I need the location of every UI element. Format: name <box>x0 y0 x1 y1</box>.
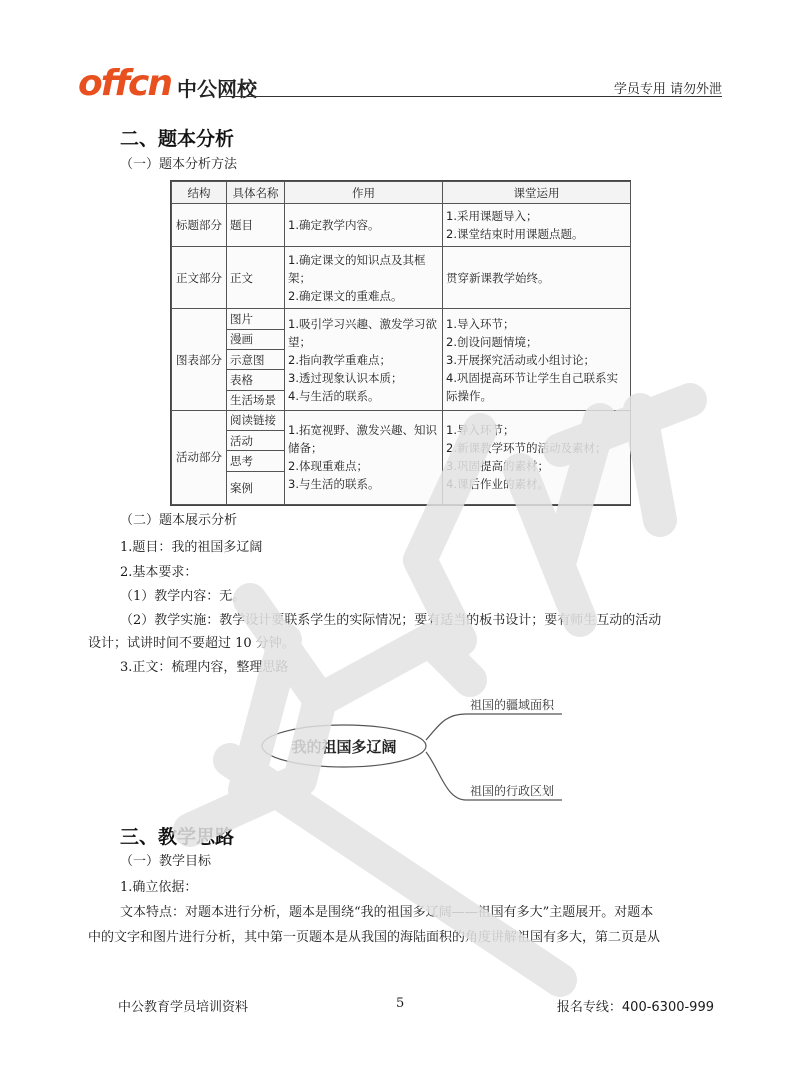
table-name-cell: 生活场景 <box>227 390 285 410</box>
table-name-cell: 案例 <box>227 471 285 504</box>
table-header-row <box>172 182 631 204</box>
usage-line: 3.巩固提高的素材； <box>446 459 549 474</box>
header-note: 学员专用 请勿外泄 <box>613 82 722 97</box>
table-name-cell: 示意图 <box>227 349 285 369</box>
logo-chinese-name: 中公网校 <box>177 77 258 101</box>
table-header-cell: 结构 <box>172 182 227 204</box>
effect-line: 3.透过现象认识本质； <box>288 370 403 385</box>
mind-map-branch-label: 祖国的疆域面积 <box>470 698 555 712</box>
effect-line: 1.拓宽视野、激发兴趣、知识储备； <box>288 423 437 456</box>
usage-line: 3.开展探究活动或小组讨论； <box>446 352 595 367</box>
logo-wordmark: offcn <box>78 63 172 104</box>
table-usage-cell <box>443 204 631 247</box>
mind-map-branch-label: 祖国的行政区划 <box>470 784 555 798</box>
table-name-cell: 思考 <box>227 451 285 471</box>
table-name-cell: 正文 <box>227 247 285 309</box>
table-row <box>172 204 631 247</box>
paragraph-implementation: （2）教学实施：教学设计要联系学生的实际情况；要有适当的板书设计；要有师生互动的活动 <box>120 613 662 628</box>
table-name-cell: 表格 <box>227 370 285 390</box>
section-heading-analysis: 二、题本分析 <box>120 128 235 150</box>
paragraph-title: 1.题目：我的祖国多辽阔 <box>120 540 263 555</box>
table-row <box>172 247 631 309</box>
paragraph-requirements: 2.基本要求： <box>120 565 198 580</box>
usage-line: 2.新课教学环节的活动及素材； <box>446 441 607 456</box>
usage-line: 贯穿新课教学始终。 <box>446 270 550 285</box>
effect-line: 2.确定课文的重难点。 <box>288 288 403 303</box>
usage-line: 2.课堂结束时用课题点题。 <box>446 227 584 242</box>
page-number: 5 <box>396 996 405 1011</box>
paragraph-body: 3.正文：梳理内容，整理思路 <box>120 660 289 675</box>
effect-line: 1.确定课文的知识点及其框架； <box>288 252 426 285</box>
paragraph-content: （1）教学内容：无。 <box>120 589 246 604</box>
usage-line: 1.导入环节； <box>446 423 515 438</box>
effect-line: 2.指向教学重难点； <box>288 352 391 367</box>
table-category-cell: 正文部分 <box>172 247 227 309</box>
footer-publisher: 中公教育学员培训资料 <box>118 1000 249 1015</box>
table-header-cell: 具体名称 <box>227 182 285 204</box>
usage-line: 1.采用课题导入； <box>446 209 538 224</box>
table-category-cell: 活动部分 <box>172 410 227 504</box>
effect-line: 1.吸引学习兴趣、激发学习欲望； <box>288 316 437 349</box>
header-divider <box>220 96 722 97</box>
table-name-cell: 题目 <box>227 204 285 247</box>
effect-line: 3.与生活的联系。 <box>288 477 380 492</box>
paragraph-basis: 1.确立依据： <box>120 880 198 895</box>
subheading-analysis-method: （一）题本分析方法 <box>120 157 238 172</box>
section-heading-teaching: 三、教学思路 <box>120 826 235 848</box>
table-effect-cell <box>285 309 443 411</box>
table-category-cell: 图表部分 <box>172 309 227 411</box>
paragraph-implementation-cont: 设计；试讲时间不要超过 10 分钟。 <box>88 636 295 651</box>
table-name-cell: 活动 <box>227 431 285 451</box>
table-header-cell: 课堂运用 <box>443 182 631 204</box>
usage-line: 4.课后作业的素材。 <box>446 477 549 492</box>
table-name-cell: 阅读链接 <box>227 410 285 430</box>
paragraph-text-features-cont: 中的文字和图片进行分析，其中第一页题本是从我国的海陆面积的角度讲解祖国有多大，第二页是从 <box>88 930 661 945</box>
effect-line: 1.确定教学内容。 <box>288 218 380 233</box>
table-usage-cell <box>443 410 631 504</box>
table-header-cell: 作用 <box>285 182 443 204</box>
subheading-display-analysis: （二）题本展示分析 <box>120 513 238 528</box>
mind-map <box>260 694 600 806</box>
mind-map-center-label: 我的祖国多辽阔 <box>291 737 397 756</box>
table-effect-cell <box>285 204 443 247</box>
paragraph-text-features: 文本特点：对题本进行分析，题本是围绕“我的祖国多辽阔——祖国有多大”主题展开。对题本 <box>120 905 654 920</box>
table-usage-cell <box>443 309 631 411</box>
table-row <box>172 410 631 430</box>
subheading-teaching-goals: （一）教学目标 <box>120 854 212 869</box>
usage-line: 2.创设问题情境； <box>446 334 538 349</box>
usage-line: 4.巩固提高环节让学生自己联系实际操作。 <box>446 370 618 403</box>
effect-line: 2.体现重难点； <box>288 459 368 474</box>
footer-hotline: 报名专线：400-6300-999 <box>556 1000 714 1015</box>
table-usage-cell <box>443 247 631 309</box>
table-name-cell: 漫画 <box>227 329 285 349</box>
table-row <box>172 309 631 329</box>
table-effect-cell <box>285 247 443 309</box>
mind-map-branch-line <box>426 714 562 740</box>
table-effect-cell <box>285 410 443 504</box>
table-category-cell: 标题部分 <box>172 204 227 247</box>
table-name-cell: 图片 <box>227 309 285 329</box>
analysis-method-table <box>170 180 631 506</box>
effect-line: 4.与生活的联系。 <box>288 388 380 403</box>
usage-line: 1.导入环节； <box>446 316 515 331</box>
